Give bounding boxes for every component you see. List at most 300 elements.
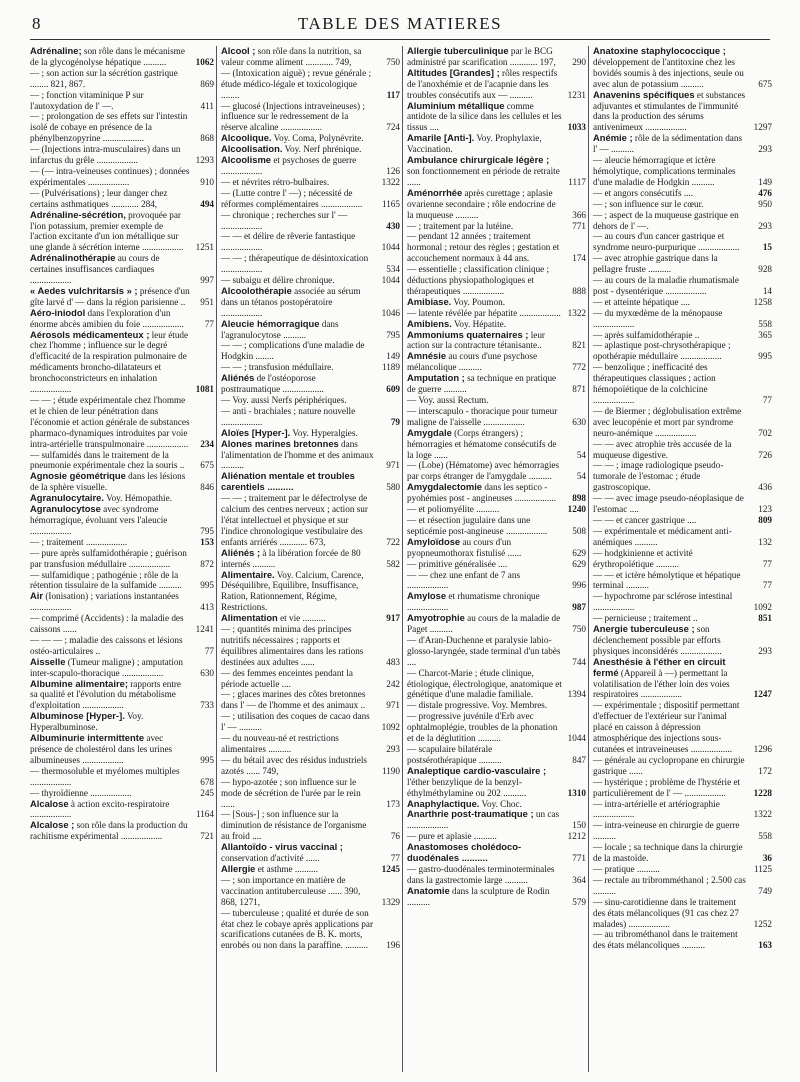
entry-heading: Aloïes [Hyper-]. [221,426,291,438]
entry-text: — ; fonction vitaminique P sur l'autoxydation de l' —. [30,89,144,111]
index-entry [593,439,772,461]
entry-text: (Appareil à —) permettant la volatilisation de l'éther loin des voies respiratoires .................. [593,667,730,700]
entry-text: et vie .......... [277,613,326,624]
entry-page-number: 366 [572,209,586,220]
index-entry [30,166,214,188]
entry-heading: Aliénation mentale et troubles carentiels .......... [221,470,355,493]
index-entry [407,842,586,864]
entry-text: — hypo-azotée ; son influence sur le mode de sécrétion de l'urée par le rein ...... [221,776,361,809]
entry-text: — hypochrome par sclérose intestinal .................. [593,591,733,613]
index-entry [221,624,400,668]
index-entry [593,842,772,864]
entry-page-number: 77 [204,645,214,656]
index-entry [30,286,214,308]
entry-text: son rôle dans le mécanisme de la glycogénolyse hépatique .......... [30,46,185,67]
entry-page-number: 724 [386,122,400,133]
entry-page-number: 868 [200,133,214,144]
entry-text: — générale au cyclopropane en chirurgie gastrique ...... [593,754,745,776]
entry-page-number: 494 [200,198,214,209]
index-column-2 [216,46,402,1072]
index-entry [221,548,400,570]
index-entry [30,766,214,788]
entry-heading: Albuminose [Hyper-]. [30,710,125,722]
entry-text: dans les lésions de la sphère visuelle. [30,471,186,493]
index-entry [407,101,586,134]
index-entry [30,330,214,395]
entry-page-number: 1247 [753,689,772,700]
entry-text: — ; traitement .................. [30,536,128,547]
index-entry [593,799,772,821]
entry-page-number: 809 [758,514,772,525]
entry-text: (Corps étrangers) ; hémorragies et hématome consécutifs de la loge ...... [407,427,557,460]
entry-text: au cours de la maladie de Paget .......... [407,613,561,635]
entry-page-number: 172 [758,765,772,776]
entry-heading: Albuminurie intermittente [30,732,145,744]
entry-page-number: 1231 [567,89,586,100]
index-entry [30,820,214,842]
page-title: TABLE DES MATIERES [297,14,503,33]
entry-page-number: 996 [572,580,586,591]
entry-text: et psychoses de guerre .................. [221,155,357,176]
entry-text: un cas .................. [407,809,560,831]
entry-page-number: 1165 [381,198,400,209]
index-column-1 [30,46,216,1072]
index-entry [30,111,214,144]
entry-heading: Amyloïdose [407,535,461,547]
entry-page-number: 163 [758,940,772,951]
entry-heading: Aluminium métallique [407,99,505,111]
entry-heading: Aéro-iniodol [30,306,86,318]
entry-text: — sinu-carotidienne dans le traitement des états mélancoliques (91 cas chez 27 malades) .................. [593,896,739,929]
entry-text: — ; prolongation de ses effets sur l'intestin isolé de cobaye en présence de la phénylbenzopyrine .................. [30,111,188,144]
index-entry [221,177,400,188]
index-entry [30,188,214,210]
entry-text: — primitive généralisée .... [407,558,508,569]
entry-page-number: 1251 [195,242,214,253]
index-entry [593,570,772,592]
index-entry [30,613,214,635]
entry-heading: Albumine alimentaire; [30,677,128,689]
entry-text: (Ionisation) ; variations instantanées .................. [30,591,179,613]
entry-page-number: 910 [200,176,214,187]
entry-page-number: 476 [758,187,772,198]
entry-page-number: 245 [200,787,214,798]
index-entry [407,46,586,68]
entry-page-number: 77 [390,853,400,864]
entry-page-number: 629 [572,558,586,569]
index-entry [593,755,772,777]
entry-page-number: 1252 [753,918,772,929]
index-entry [593,526,772,548]
entry-text: — du nouveau-né et restrictions alimentaires .......... [221,733,339,754]
entry-page-number: 150 [572,820,586,831]
entry-text: — sulfamidique ; pathogénie ; rôle de la rétention tissulaire de la sulfamide .......... [30,569,182,591]
entry-text: Voy. Prophylaxie, Vaccination. [407,133,542,155]
entry-heading: Allantoïdo - virus vaccinal ; [221,841,343,853]
index-entry [593,188,772,199]
entry-text: — Charcot-Marie ; étude clinique, étiologique, électrologique, anatomique et génétique d'une maladie familiale. [407,667,562,700]
entry-text: — — avec atrophie très accusée de la muqueuse digestive. [593,438,732,460]
index-entry [30,471,214,493]
index-entry [221,493,400,548]
entry-text: — ; glaces marines des côtes bretonnes dans l' — de l'homme et des animaux .. [221,689,366,711]
entry-text: — — chez une enfant de 7 ans .................. [407,569,521,591]
entry-text: — et atteinte hépatique .... [593,296,690,307]
entry-heading: Anastomoses cholédoco-duodénales .......... [407,841,522,864]
entry-page-number: 995 [200,580,214,591]
entry-text: — ; son importance en matière de vaccination antituberculeuse ...... 390, 868, 1271, [221,874,361,907]
index-entry [221,875,400,908]
entry-page-number: 771 [572,853,586,864]
entry-text: rôles respectifs de l'anoxhémie et de l'acapnie dans les troubles consécutifs aux — .......... [407,67,558,100]
entry-text: — pure et aplasie .......... [407,831,497,842]
index-entry [593,493,772,515]
index-entry [407,428,586,461]
entry-page-number: 483 [386,656,400,667]
entry-page-number: 733 [200,700,214,711]
entry-page-number: 917 [386,613,400,624]
index-entry [593,515,772,526]
entry-text: — — — ; maladie des caissons et lésions ostéo-articulaires .. [30,634,183,656]
entry-heading: Adrénaline-sécrétion, [30,208,126,220]
entry-text: provoquée par l'ion potassium, premier exemple de l'action excitante d'un ion métallique sur une glande à sécrétion interne .................. [30,209,184,253]
entry-text: — thyroïdienne .................. [30,787,132,798]
entry-page-number: 1044 [381,242,400,253]
entry-text: associée au sérum dans un tétanos postopératoire .................. [221,285,361,318]
entry-text: Voy. Hépatite. [451,318,506,329]
entry-page-number: 795 [386,329,400,340]
entry-text: leur étude chez l'homme ; influence sur le degré d'efficacité de la respiration pulmonaire de médicaments broncho-dilatateurs et bronchoconstricteurs en inhalation .................. [30,329,189,395]
entry-text: — (Lobe) (Hématome) avec hémorragies par corps étranger de l'amygdale .......... [407,460,560,482]
index-entry [593,231,772,253]
entry-page-number: 898 [572,493,586,504]
entry-page-number: 1117 [568,176,586,187]
entry-page-number: 750 [386,56,400,67]
entry-text: — expérimentale et médicament anti-anémiques .......... [593,525,732,547]
entry-text: — ; son action sur la sécrétion gastrique ........ 821, 867. [30,67,178,89]
entry-page-number: 411 [200,100,214,111]
entry-text: au cours d'une psychose mélancolique .......... [407,351,538,373]
index-entry [593,199,772,210]
entry-heading: Aliénés [221,372,255,384]
entry-text: Voy. Hémopathie. [103,493,172,504]
index-entry [593,657,772,701]
entry-page-number: 1241 [195,624,214,635]
entry-text: Voy. Calcium, Carence, Déséquilibre, Equilibre, Insuffisance, Ration, Rationnement, Régime, Restrictions. [221,569,364,613]
index-entry [407,482,586,504]
entry-page-number: 609 [386,384,400,395]
entry-text: — comprimé (Accidents) : la maladie des caissons ...... [30,613,184,635]
index-entry [30,308,214,330]
entry-page-number: 951 [200,296,214,307]
entry-text: et rhumatisme chronique .................. [407,591,540,613]
entry-heading: Amyotrophie [407,612,465,624]
index-entry [407,711,586,744]
entry-text: — pendant 12 années ; traitement hormonal ; retour des règles ; gestation et accouchement normaux à 44 ans. [407,231,560,264]
entry-page-number: 629 [572,547,586,558]
entry-text: rapports entre sa qualité et l'évolution du métabolisme d'exploitation .................. [30,678,182,711]
entry-page-number: 1189 [381,362,400,373]
entry-page-number: 76 [390,831,400,842]
index-entry [221,777,400,810]
entry-page-number: 173 [386,798,400,809]
index-entry [221,570,400,614]
entry-page-number: 15 [762,242,772,253]
entry-text: — thermosoluble et myélomes multiples .................. [30,765,180,787]
index-entry [30,799,214,821]
entry-text: Voy. Hyperalgies. [290,427,358,438]
entry-text: — chronique ; recherches sur l' — .................. [221,209,348,231]
entry-page-number: 675 [200,460,214,471]
entry-text: Voy. Poumon. [451,296,505,307]
index-entry [221,253,400,275]
entry-heading: Agnosie géométrique [30,470,126,482]
entry-text: de l'ostéoporose posttraumatique .................. [221,373,324,395]
index-entry [30,68,214,90]
index-entry [407,330,586,352]
entry-page-number: 293 [758,645,772,656]
index-entry [593,133,772,155]
entry-text: — — ; transfusion médullaire. [221,362,334,373]
index-entry [221,340,400,362]
entry-heading: Adrénaline; [30,46,82,56]
entry-heading: Alcoolisation. [221,143,283,155]
entry-page-number: 234 [200,438,214,449]
entry-heading: Anesthésie à l'éther en circuit fermé [593,655,726,678]
entry-page-number: 630 [200,667,214,678]
entry-text: Voy. Choc. [479,798,522,809]
entry-heading: Alcalose [30,797,69,809]
index-entry [30,570,214,592]
entry-text: dans la sculpture de Rodin .......... [407,885,550,907]
entry-text: par le BCG administré par scarification ............ 197, [407,46,556,67]
entry-page-number: 1297 [753,122,772,133]
entry-page-number: 997 [200,275,214,286]
entry-text: — aplastique post-chrysothérapique ; opothérapie médullaire .................. [593,340,731,362]
entry-heading: Anarthrie post-traumatique ; [407,808,534,820]
entry-heading: Amygdalectomie [407,481,483,493]
index-entry [30,548,214,570]
entry-text: — anti - brachiales ; nature nouvelle .................. [221,405,356,427]
entry-page-number: 749 [758,885,772,896]
index-entry [593,548,772,570]
entry-text: — rectale au tribromméthanol ; 2.500 cas .......... [593,874,746,896]
entry-text: dans les septico - pyohémies post - angineuses .................. [407,482,557,504]
entry-page-number: 580 [386,482,400,493]
index-entry [407,668,586,701]
entry-text: — tuberculeuse ; qualité et durée de son état chez le cobaye après applications par scarifications cutanées de B. K. morts, enrobés ou non dans la paraffine. .......... [221,907,374,951]
index-entry [407,537,586,559]
entry-heading: Aménorrhée [407,186,463,198]
entry-heading: Aliénés ; [221,546,261,558]
entry-heading: Anavenins spécifiques [593,88,695,100]
entry-page-number: 1394 [567,689,586,700]
entry-heading: Agranulocytaire. [30,492,104,504]
index-entry [221,188,400,210]
entry-page-number: 436 [758,482,772,493]
entry-page-number: 365 [758,329,772,340]
entry-text: — ; son influence sur le cœur. [593,198,704,209]
entry-text: comme antidote de la silice dans les cellules et les tissus .... [407,100,562,133]
entry-text: son fonctionnement en période de retraite ...... [407,165,560,187]
index-entry [593,297,772,308]
entry-text: — latente révélée par hépatite .................. [407,307,561,318]
entry-heading: Amarile [Anti-]. [407,132,475,144]
entry-page-number: 36 [762,853,772,864]
index-entry [407,231,586,264]
entry-text: — — ; image radiologique pseudo-tumorale de l'estomac ; étude gastroscopique. [593,460,724,493]
entry-heading: Anémie ; [593,132,633,144]
index-entry [30,210,214,254]
index-entry [407,406,586,428]
index-entry [407,221,586,232]
entry-text: — et névrites rétro-bulbaires. [221,176,330,187]
entry-page-number: 1033 [567,122,586,133]
entry-text: à la libération forcée de 80 internés .......... [221,547,361,569]
entry-page-number: 293 [758,220,772,231]
entry-text: — du myxœdème de la ménopause .................. [593,307,723,329]
entry-page-number: 702 [758,427,772,438]
entry-text: développement de l'antitoxine chez les bovidés soumis à des injections, seule ou avec alun de potassium .......... [593,56,744,89]
entry-text: — hystérique ; problème de l'hystérie et particulièrement de l' — .................. [593,776,741,798]
entry-page-number: 846 [200,482,214,493]
index-entry [30,537,214,548]
entry-page-number: 149 [758,176,772,187]
entry-text: — ; traitement par la lutéine. [407,220,514,231]
entry-page-number: 821 [572,340,586,351]
entry-text: — et angors consécutifs .... [593,187,694,198]
entry-page-number: 1212 [567,831,586,842]
entry-page-number: 149 [386,351,400,362]
entry-page-number: 851 [758,613,772,624]
index-entry [221,101,400,134]
index-entry [593,362,772,406]
entry-heading: Amnésie [407,350,447,362]
entry-text: — ; utilisation des coques de cacao dans l' — .......... [221,711,370,733]
entry-page-number: 678 [200,776,214,787]
entry-text: — locale ; sa technique dans la chirurgie de la mastoïde. [593,842,743,864]
entry-page-number: 1062 [195,56,214,67]
index-entry [593,700,772,755]
entry-page-number: 77 [762,580,772,591]
index-entry [221,395,400,406]
entry-page-number: 579 [572,896,586,907]
entry-heading: Air [30,590,44,602]
entry-heading: « Aedes vulchritarsis » ; [30,284,138,296]
entry-text: — gastro-duodénales terminoterminales dans la gastrectomie large .......... [407,863,555,885]
entry-text: — — ; complications d'une maladie de Hodgkin ........ [221,340,365,362]
entry-heading: Alones marines bretonnes [221,437,339,449]
entry-text: — intra-veineuse en chirurgie de guerre .......... [593,820,740,842]
index-entry [593,340,772,362]
entry-heading: Alcoolique. [221,132,272,144]
entry-heading: Allergie tuberculinique [407,46,509,56]
entry-page-number: 54 [576,449,586,460]
entry-text: — benzolique ; inefficacité des thérapeutiques classiques ; action hémopoïétique de la colchicine .................. [593,362,716,405]
index-entry [407,700,586,711]
index-entry [221,210,400,232]
entry-text: — — et délire de rêverie fantastique .................. [221,231,356,253]
entry-text: — scapulaire bilatérale postsérothérapique .......... [407,744,502,765]
index-entry [30,90,214,112]
index-entry [593,155,772,188]
entry-page-number: 744 [572,656,586,667]
entry-heading: Alcalose ; [30,819,75,831]
entry-page-number: 293 [758,144,772,155]
entry-text: — d'Aran-Duchenne et paralysie labio-glosso-laryngée, stade terminal d'un tabès .... [407,634,561,667]
entry-text: rôle de la sédimentation dans l' — .......... [593,133,743,155]
entry-heading: Anatoxine staphylococcique ; [593,46,726,56]
entry-text: son rôle dans la production du rachitisme expérimental .................. [30,820,188,842]
index-entry [407,515,586,537]
entry-text: — — ; traitement par le défectrolyse de calcium des centres nerveux ; action sur l'état intellectuel et physique et sur l'indice chronologique vestibulaire des enfants arriérés ............ 673, [221,493,368,547]
entry-heading: Alimentaire. [221,568,275,580]
entry-text: — ; quantités minima des principes nutritifs nécessaires ; rapports et équilibres alimentaires dans les rations destinées aux adultes ...... [221,624,364,667]
entry-heading: Amibiase. [407,295,452,307]
entry-page-number: 153 [200,536,214,547]
entry-page-number: 1228 [753,787,772,798]
entry-text: avec présence de cholestérol dans les urines albumineuses .................. [30,733,173,765]
entry-page-number: 987 [572,602,586,613]
index-entry [221,668,400,690]
entry-heading: Aleucie hémorragique [221,317,320,329]
index-entry [593,864,772,875]
index-entry [407,559,586,570]
entry-text: — subaigu et délire chronique. [221,275,335,286]
entry-page-number: 293 [386,744,400,754]
entry-page-number: 630 [572,416,586,427]
index-entry [407,809,586,831]
entry-page-number: 290 [572,56,586,67]
entry-heading: Alcoolothérapie [221,284,292,296]
entry-text: (Tumeur maligne) ; amputation inter-scapulo-thoracique .................. [30,656,184,678]
index-entry [593,90,772,134]
entry-text: présence d'un gîte larvé d' — dans la région parisienne .. [30,285,190,307]
entry-heading: Amygdale [407,426,452,438]
index-entry [221,439,400,472]
entry-page-number: 1190 [381,765,400,776]
index-entry [30,450,214,472]
entry-page-number: 558 [758,318,772,329]
entry-heading: Aisselle [30,655,66,667]
index-entry [30,591,214,613]
header-rule [30,39,770,40]
entry-text: — — et ictère hémolytique et hépatique terminal .......... [593,569,741,591]
entry-page-number: 1081 [195,384,214,395]
index-entry [30,144,214,166]
index-entry [593,406,772,439]
entry-text: — — ; étude expérimentale chez l'homme et le chien de leur pénétration dans l'économie et action générale de substances pharmaco-dynamiques introduites par voie intra-artérielle transpulmonaire .................. [30,395,190,449]
index-entry [221,471,400,493]
entry-text: — essentielle ; classification clinique ; déductions physiopathologiques et thérapeutiques .................. [407,264,550,296]
entry-heading: Alcoolisme [221,154,272,166]
index-entry [593,330,772,341]
index-entry [221,155,400,177]
index-entry [221,755,400,777]
entry-heading: Anatomie [407,884,450,896]
index-entry [407,504,586,515]
entry-page-number: 77 [762,558,772,569]
index-entry [221,711,400,733]
index-entry [407,570,586,592]
index-entry [407,188,586,221]
entry-text: — pernicieuse ; traitement .. [593,613,698,624]
index-entry [407,744,586,766]
index-entry [221,319,400,341]
entry-text: Voy. Coma, Polynévrite. [271,133,364,144]
entry-text: — intra-artérielle et artériographie .................. [593,798,720,820]
index-entry [221,689,400,711]
